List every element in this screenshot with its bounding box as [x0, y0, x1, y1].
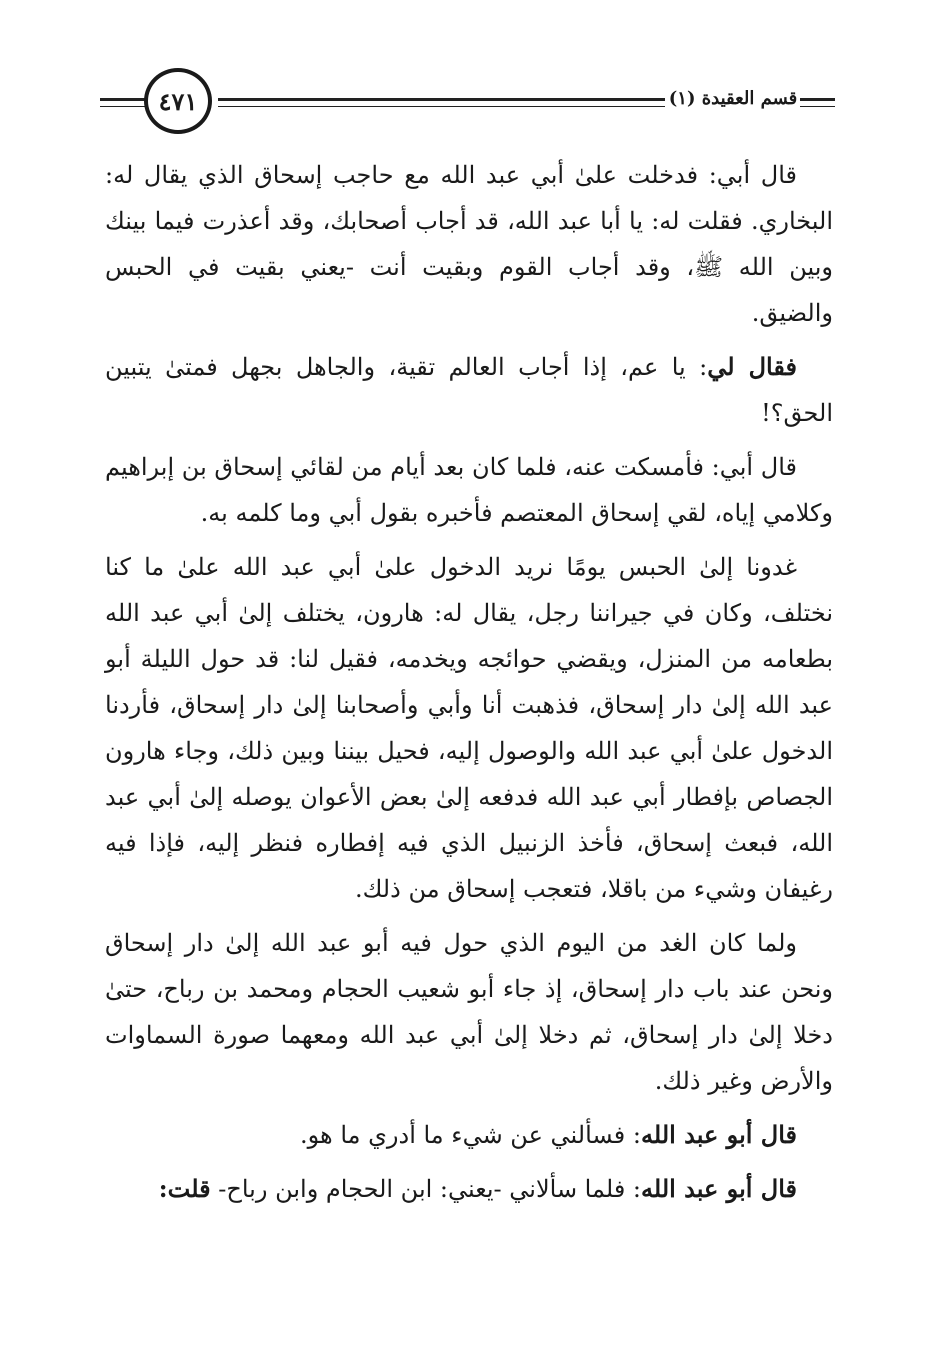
header-rule	[800, 98, 835, 101]
paragraph-text: ولما كان الغد من اليوم الذي حول فيه أبو عبد الله إلىٰ دار إسحاق ونحن عند باب دار إسحاق، إذ جاء أبو شعيب الحجام ومحمد بن رباح، حتىٰ دخلا إلىٰ دار إسحاق، ثم دخلا إلىٰ أبي عبد الله ومعهما صورة السماوات والأرض وغير ذلك.	[105, 929, 833, 1095]
section-title: قسم العقيدة (١)	[668, 88, 798, 109]
paragraph-text: : يا عم، إذا أجاب العالم تقية، والجاهل بجهل فمتىٰ يتبين الحق؟!	[105, 353, 833, 427]
paragraph-bold-lead: قال أبو عبد الله	[641, 1174, 797, 1203]
header-rule	[218, 106, 665, 107]
paragraph-text: قال أبي: فدخلت علىٰ أبي عبد الله مع حاجب إسحاق الذي يقال له: البخاري. فقلت له: يا أبا عبد الله، قد أجاب أصحابك، وقد أعذرت فيما بينك وبين الله ﷺ، وقد أجاب القوم وبقيت أنت -يعني بقيت في الحبس والضيق.	[105, 161, 833, 327]
header-rule	[800, 106, 835, 107]
paragraph-text: قال أبي: فأمسكت عنه، فلما كان بعد أيام من لقائي إسحاق بن إبراهيم وكلامي إياه، لقي إسحاق المعتصم فأخبره بقول أبي وما كلمه به.	[105, 453, 833, 527]
paragraph-bold-lead: فقال لي	[707, 352, 797, 381]
header-rule	[100, 106, 148, 107]
paragraph	[105, 444, 833, 536]
page-header	[100, 62, 835, 142]
paragraph	[105, 544, 833, 912]
paragraph	[105, 1166, 833, 1212]
paragraph-bold-lead: قال أبو عبد الله	[641, 1120, 797, 1149]
paragraph	[105, 344, 833, 436]
body-text	[105, 152, 833, 1220]
paragraph	[105, 1112, 833, 1158]
paragraph-text: : فلما سألاني -يعني: ابن الحجام وابن رباح-	[210, 1175, 641, 1203]
page-number: ٤٧١	[144, 68, 212, 134]
paragraph-text: : فسألني عن شيء ما أدري ما هو.	[300, 1121, 641, 1149]
paragraph	[105, 920, 833, 1104]
header-rule	[100, 98, 148, 101]
paragraph	[105, 152, 833, 336]
header-rule	[218, 98, 665, 101]
paragraph-bold-tail: قلت:	[158, 1174, 211, 1203]
paragraph-text: غدونا إلىٰ الحبس يومًا نريد الدخول علىٰ أبي عبد الله علىٰ ما كنا نختلف، وكان في جيراننا رجل، يقال له: هارون، يختلف إلىٰ أبي عبد الله بطعامه من المنزل، ويقضي حوائجه ويخدمه، فقيل لنا: قد حول الليلة أبو عبد الله إلىٰ دار إسحاق، فذهبت أنا وأبي وأصحابنا إلىٰ دار إسحاق، فأردنا الدخول علىٰ أبي عبد الله والوصول إليه، فحيل بيننا وبين ذلك، وجاء هارون الجصاص بإفطار أبي عبد الله فدفعه إلىٰ بعض الأعوان يوصله إلىٰ أبي عبد الله، فبعث إسحاق، فأخذ الزنبيل الذي فيه إفطاره فنظر إليه، فإذا فيه رغيفان وشيء من باقلا، فتعجب إسحاق من ذلك.	[105, 553, 834, 903]
